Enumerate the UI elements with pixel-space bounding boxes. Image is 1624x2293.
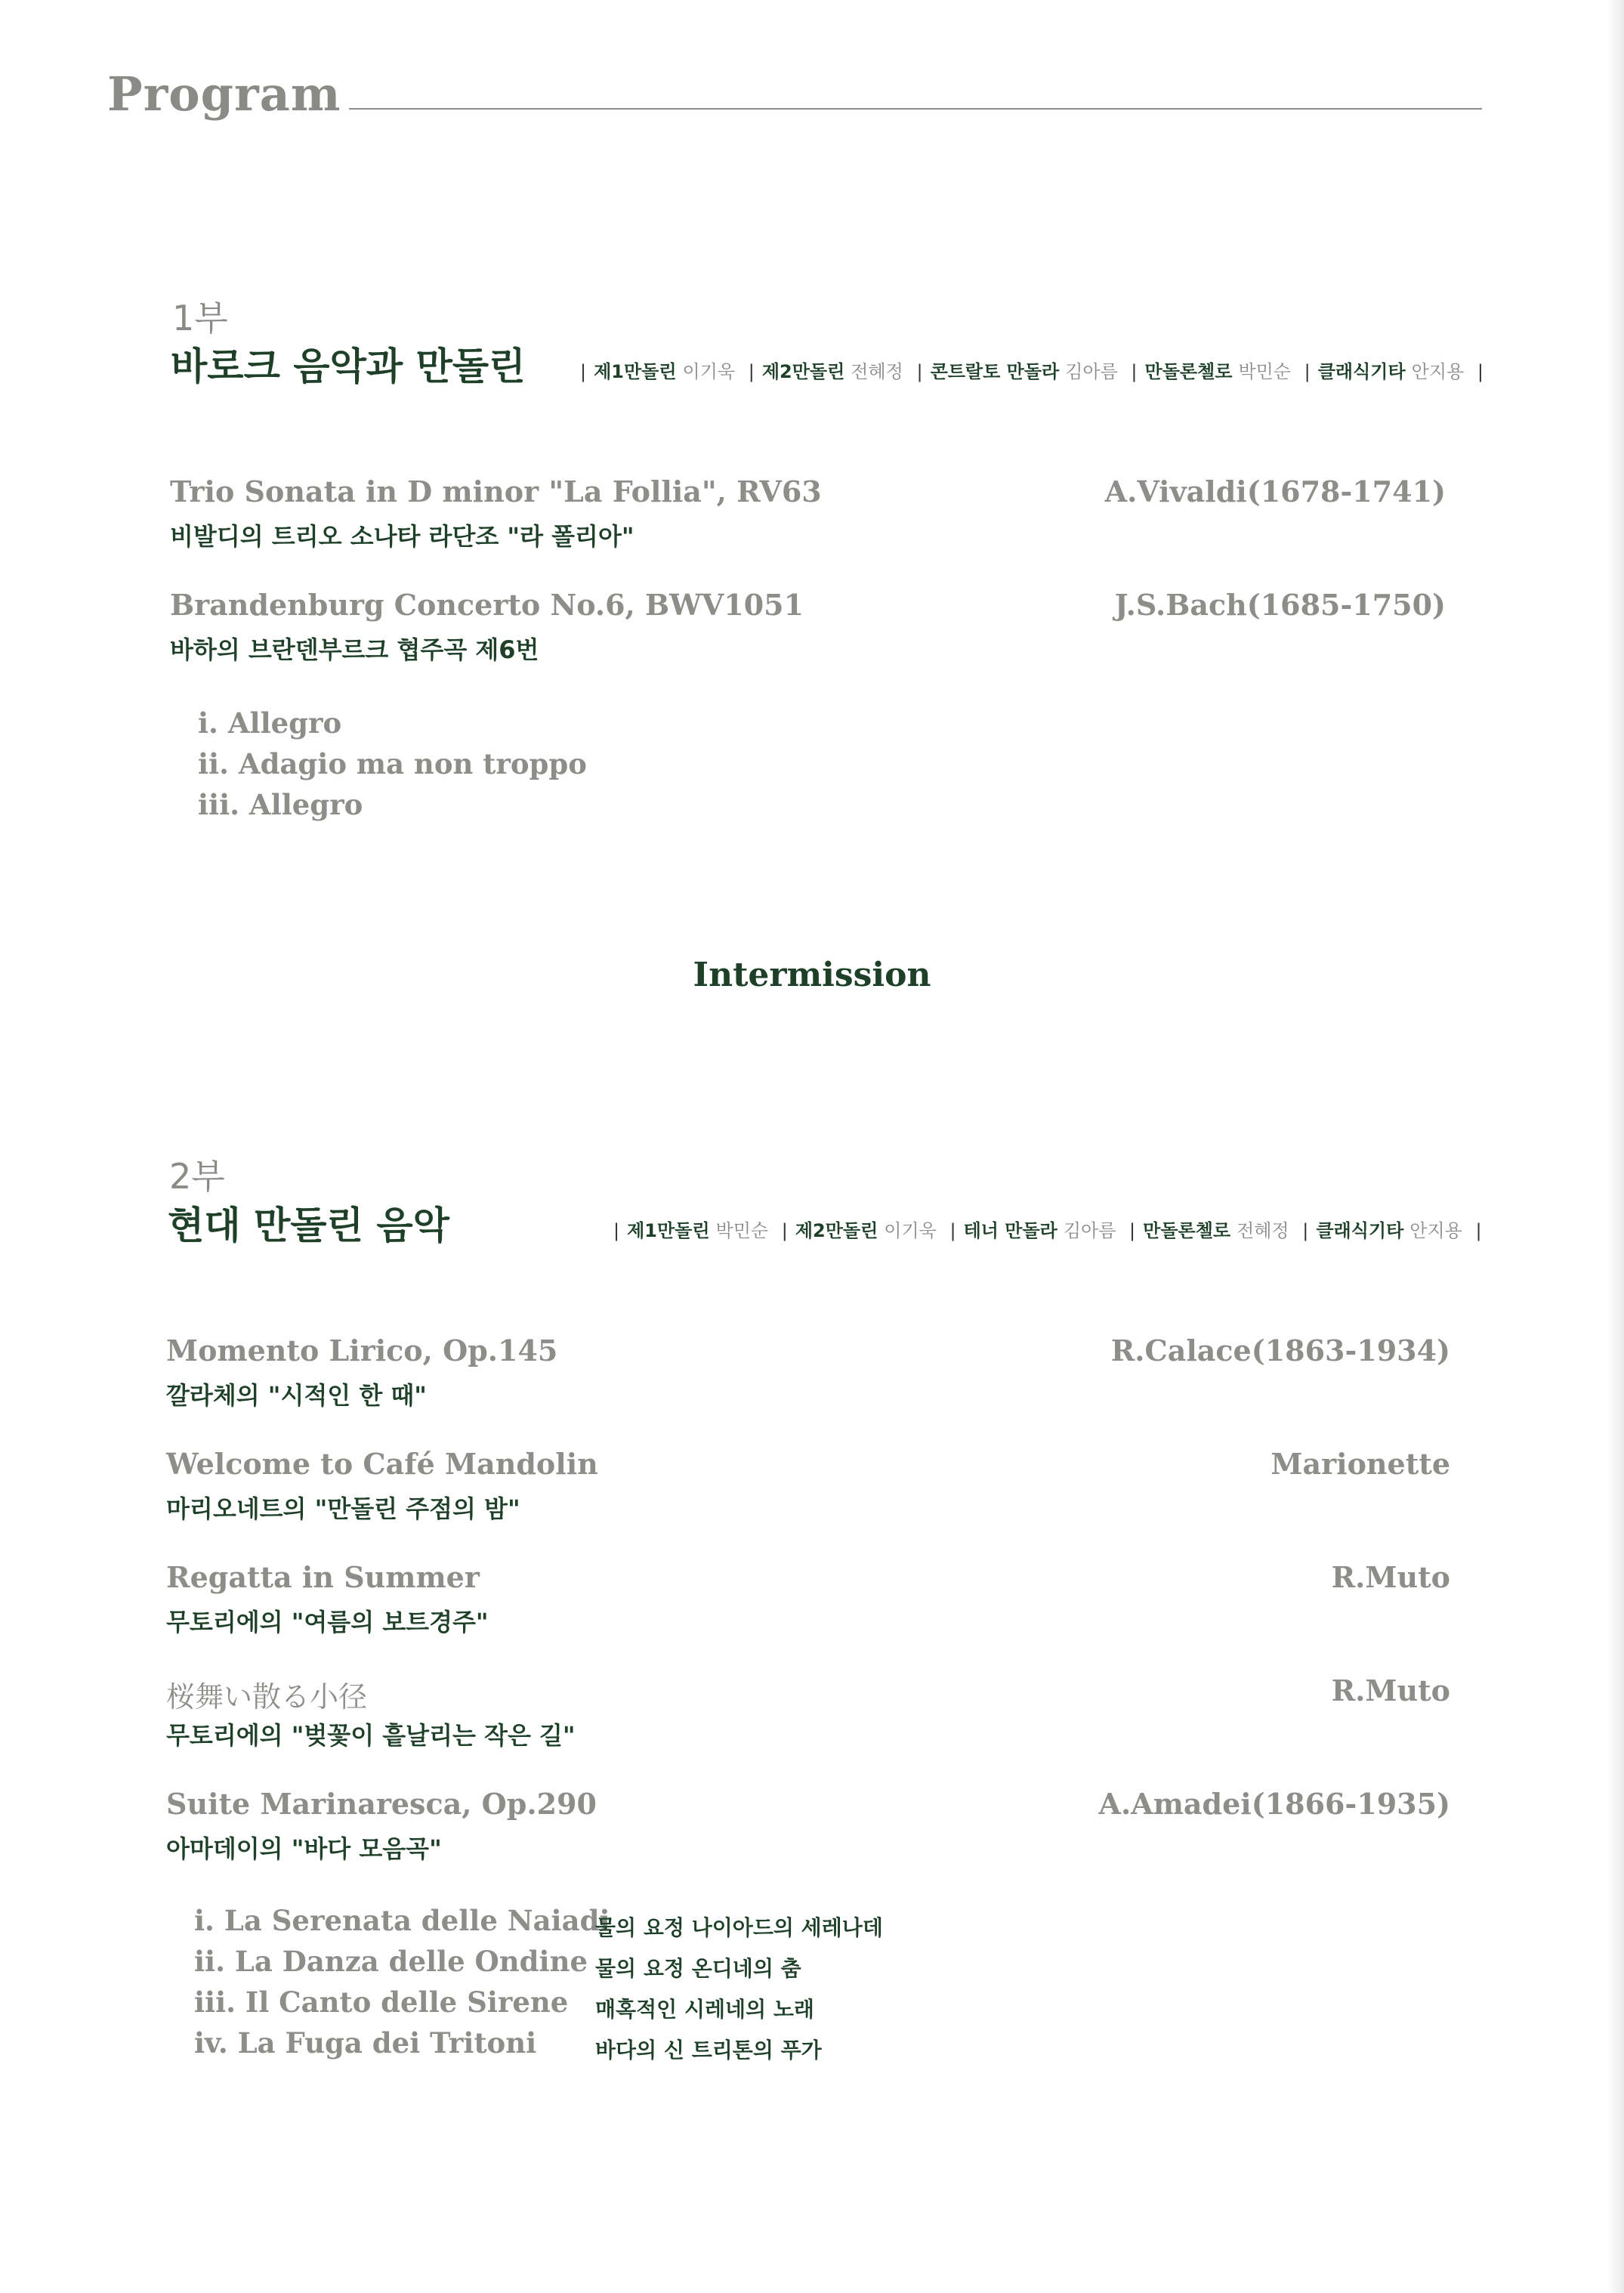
movement: i. Allegro [198,706,342,740]
movement: ii. Adagio ma non troppo [198,747,587,780]
separator: | [580,361,587,382]
piece-composer: A.Vivaldi(1678-1741) [1104,474,1446,508]
piece-subtitle: 무토리에의 "여름의 보트경주" [166,1608,489,1636]
performer-name: 안지용 [1409,1220,1462,1241]
performer-role: 제1만돌린 [594,361,677,382]
part1-title: 바로크 음악과 만돌린 [171,345,526,388]
performer-role: 테너 만돌라 [963,1220,1057,1241]
piece-title: Welcome to Café Mandolin [166,1447,598,1481]
movement-korean: 매혹적인 시레네의 노래 [595,1997,814,2022]
performer-role: 제2만돌린 [795,1220,878,1241]
performer-role: 클래식기타 [1317,361,1406,382]
piece-composer: R.Muto [1331,1560,1450,1594]
piece-title: 桜舞い散る小径 [166,1680,368,1714]
piece-subtitle: 바하의 브란덴부르크 협주곡 제6번 [170,635,539,664]
separator: | [916,361,923,382]
piece-subtitle: 깔라체의 "시적인 한 때" [166,1381,427,1410]
performer-name: 전혜정 [851,361,903,382]
separator: | [1304,361,1311,382]
separator: | [1475,1220,1482,1241]
movement: iv. La Fuga dei Tritoni [194,2026,537,2060]
performer-role: 제2만돌린 [761,361,845,382]
part2-title: 현대 만돌린 음악 [168,1204,449,1247]
performer-name: 박민순 [715,1220,769,1241]
movement: iii. Il Canto delle Sirene [194,1986,569,2019]
piece-title: Brandenburg Concerto No.6, BWV1051 [170,588,804,622]
performer-name: 이기욱 [884,1220,937,1241]
performer-role: 만돌론첼로 [1144,361,1233,382]
movement: i. La Serenata delle Naiadi [194,1904,610,1937]
performer-name: 김아름 [1065,361,1118,382]
piece-title: Regatta in Summer [166,1560,480,1594]
movement-korean: 물의 요정 나이아드의 세레나데 [595,1915,883,1940]
page-edge-shadow [1607,0,1624,2293]
performer-role: 제1만돌린 [627,1220,710,1241]
piece-subtitle: 비발디의 트리오 소나타 라단조 "라 폴리아" [170,522,634,551]
movement: ii. La Danza delle Ondine [194,1945,588,1978]
intermission-heading: Intermission [693,956,931,994]
performer-name: 이기욱 [682,361,736,382]
separator: | [1302,1220,1309,1241]
separator: | [1131,361,1138,382]
movement-korean: 바다의 신 트리톤의 푸가 [595,2038,822,2063]
performer-name: 박민순 [1238,361,1291,382]
part1-performers [573,357,1491,383]
piece-composer: J.S.Bach(1685-1750) [1114,588,1446,622]
page-title: Program [107,66,341,122]
piece-title: Momento Lirico, Op.145 [166,1333,558,1367]
part1-number: 1부 [172,298,228,338]
piece-subtitle: 아마데이의 "바다 모음곡" [166,1834,442,1863]
performer-name: 안지용 [1411,361,1465,382]
performer-role: 클래식기타 [1316,1220,1404,1241]
piece-subtitle: 마리오네트의 "만돌린 주점의 밤" [166,1494,520,1523]
performer-role: 만돌론첼로 [1143,1220,1231,1241]
piece-title: Trio Sonata in D minor "La Follia", RV63 [170,474,822,508]
piece-composer: R.Muto [1331,1673,1450,1707]
part2-number: 2부 [169,1156,225,1197]
title-rule [349,108,1482,110]
performer-name: 김아름 [1063,1220,1116,1241]
separator: | [949,1220,956,1241]
piece-title: Suite Marinaresca, Op.290 [166,1787,597,1821]
separator: | [1129,1220,1136,1241]
separator: | [613,1220,620,1241]
part2-performers [606,1216,1490,1242]
movement-korean: 물의 요정 온디네의 춤 [595,1956,801,1981]
piece-composer: R.Calace(1863-1934) [1110,1333,1450,1367]
performer-name: 전혜정 [1237,1220,1289,1241]
movement: iii. Allegro [198,788,363,821]
separator: | [748,361,755,382]
performer-role: 콘트랄토 만돌라 [930,361,1060,382]
piece-subtitle: 무토리에의 "벚꽃이 흩날리는 작은 길" [166,1721,576,1750]
separator: | [1477,361,1484,382]
separator: | [781,1220,788,1241]
piece-composer: Marionette [1270,1447,1450,1481]
piece-composer: A.Amadei(1866-1935) [1098,1787,1450,1821]
